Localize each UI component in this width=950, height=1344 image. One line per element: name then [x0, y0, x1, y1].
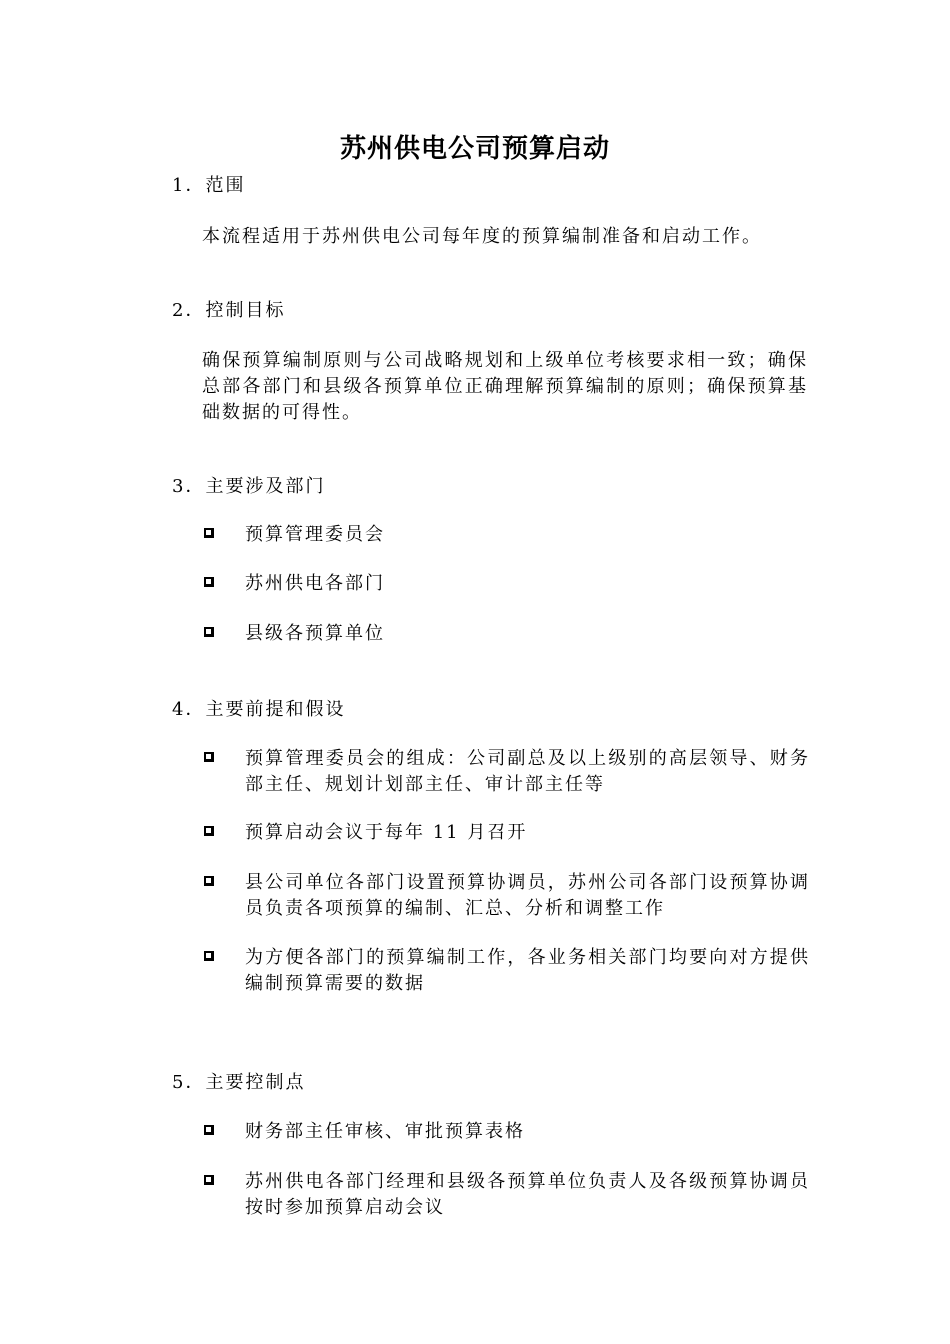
- checkbox-bullet-icon: [204, 627, 214, 637]
- document-title: 苏州供电公司预算启动: [339, 134, 610, 164]
- list-item-text: 预算启动会议于每年 11 月召开: [245, 822, 528, 843]
- section-heading-scope: 1．范围: [172, 175, 246, 196]
- checkbox-bullet-icon: [204, 752, 214, 762]
- section-heading-departments: 3．主要涉及部门: [172, 476, 326, 497]
- list-item-text: 县级各预算单位: [245, 623, 385, 644]
- list-item-text: 预算管理委员会: [245, 524, 385, 545]
- checkbox-bullet-icon: [204, 826, 214, 836]
- checkbox-bullet-icon: [204, 1175, 214, 1185]
- checkbox-bullet-icon: [204, 951, 214, 961]
- checkbox-bullet-icon: [204, 577, 214, 587]
- list-item-text: 为方便各部门的预算编制工作，各业务相关部门均要向对方提供编制预算需要的数据: [245, 947, 810, 994]
- list-item-text: 财务部主任审核、审批预算表格: [245, 1121, 525, 1142]
- checkbox-bullet-icon: [204, 876, 214, 886]
- section-heading-assumptions: 4．主要前提和假设: [172, 699, 346, 720]
- section-heading-control-objective: 2．控制目标: [172, 300, 286, 321]
- checkbox-bullet-icon: [204, 1125, 214, 1135]
- section-paragraph-scope: 本流程适用于苏州供电公司每年度的预算编制准备和启动工作。: [202, 226, 762, 247]
- section-heading-control-points: 5．主要控制点: [172, 1072, 306, 1093]
- list-item-text: 县公司单位各部门设置预算协调员，苏州公司各部门设预算协调员负责各项预算的编制、汇总、分析和调整工作: [245, 872, 810, 919]
- checkbox-bullet-icon: [204, 528, 214, 538]
- list-item-text: 苏州供电各部门经理和县级各预算单位负责人及各级预算协调员按时参加预算启动会议: [245, 1171, 810, 1218]
- list-item-text: 预算管理委员会的组成：公司副总及以上级别的高层领导、财务部主任、规划计划部主任、审计部主任等: [245, 748, 810, 795]
- list-item-text: 苏州供电各部门: [245, 573, 385, 594]
- section-paragraph-control-objective: 确保预算编制原则与公司战略规划和上级单位考核要求相一致；确保总部各部门和县级各预算单位正确理解预算编制的原则；确保预算基础数据的可得性。: [202, 350, 808, 423]
